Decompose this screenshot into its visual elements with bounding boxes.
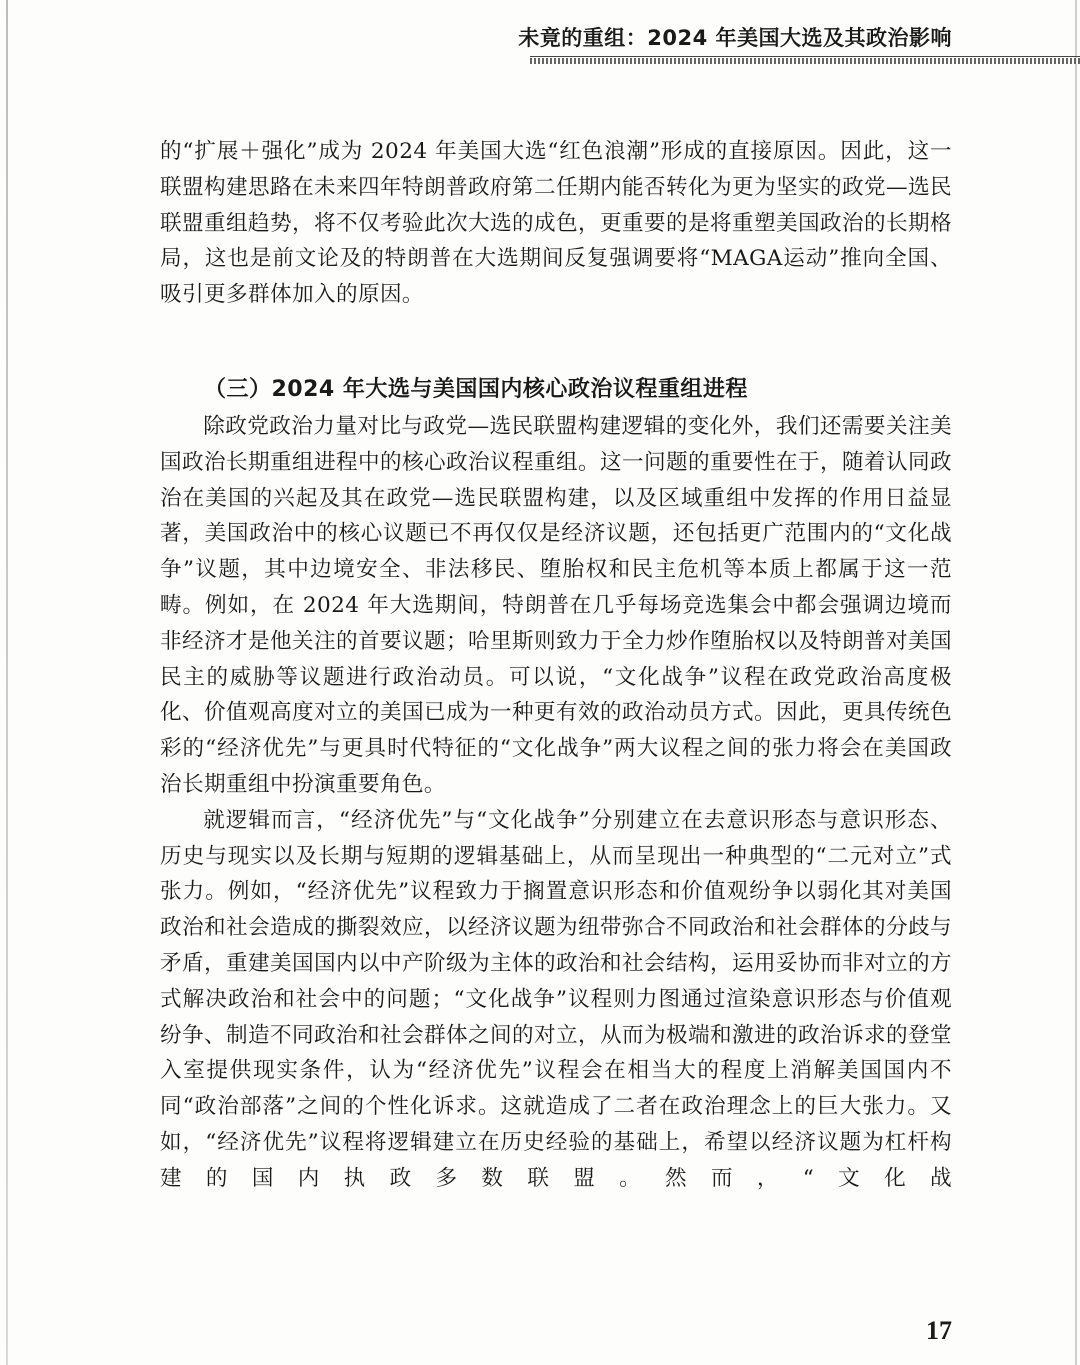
running-header-title: 未竟的重组：2024 年美国大选及其政治影响 — [518, 26, 952, 50]
paragraph: 除政党政治力量对比与政党—选民联盟构建逻辑的变化外，我们还需要关注美国政治长期重组进程中的核心政治议程重组。这一问题的重要性在于，随着认同政治在美国的兴起及其在政党—选民联盟构建，以及区域重组中发挥的作用日益显著，美国政治中的核心议题已不再仅仅是经济议题，还包括更广范围内的“文化战争”议题，其中边境安全、非法移民、堕胎权和民主危机等本质上都属于这一范畴。例如，在 2024 年大选期间，特朗普在几乎每场竞选集会中都会强调边境而非经济才是他关注的首要议题；哈里斯则致力于全力炒作堕胎权以及特朗普对美国民主的威胁等议题进行政治动员。可以说，“文化战争”议程在政党政治高度极化、价值观高度对立的美国已成为一种更有效的政治动员方式。因此，更具传统色彩的“经济优先”与更具时代特征的“文化战争”两大议程之间的张力将会在美国政治长期重组中扮演重要角色。 — [160, 414, 952, 797]
header-rule-line — [530, 56, 1080, 57]
body-text-main — [160, 409, 952, 1197]
header-rule-dotted — [530, 58, 1080, 64]
page-edge-right — [1075, 0, 1077, 1365]
body-text-top — [160, 134, 952, 313]
section-heading: （三）2024 年大选与美国国内核心政治议程重组进程 — [204, 377, 748, 402]
paragraph-continued: 的“扩展＋强化”成为 2024 年美国大选“红色浪潮”形成的直接原因。因此，这一联盟构建思路在未来四年特朗普政府第二任期内能否转化为更为坚实的政党—选民联盟重组趋势，将不仅考验此次大选的成色，更重要的是将重塑美国政治的长期格局，这也是前文论及的特朗普在大选期间反复强调要将“MAGA运动”推向全国、吸引更多群体加入的原因。 — [160, 139, 952, 308]
paragraph: 就逻辑而言，“经济优先”与“文化战争”分别建立在去意识形态与意识形态、历史与现实以及长期与短期的逻辑基础上，从而呈现出一种典型的“二元对立”式张力。例如，“经济优先”议程致力于搁置意识形态和价值观纷争以弱化其对美国政治和社会造成的撕裂效应，以经济议题为纽带弥合不同政治和社会群体的分歧与矛盾，重建美国国内以中产阶级为主体的政治和社会结构，运用妥协而非对立的方式解决政治和社会中的问题；“文化战争”议程则力图通过渲染意识形态与价值观纷争、制造不同政治和社会群体之间的对立，从而为极端和激进的政治诉求的登堂入室提供现实条件，认为“经济优先”议程会在相当大的程度上消解美国国内不同“政治部落”之间的个性化诉求。这就造成了二者在政治理念上的巨大张力。又如，“经济优先”议程将逻辑建立在历史经验的基础上，希望以经济议题为杠杆构建的国内执政多数联盟。然而，“文化战 — [160, 807, 952, 1191]
page-number: 17 — [926, 1316, 952, 1345]
page-edge-left — [6, 0, 8, 1365]
